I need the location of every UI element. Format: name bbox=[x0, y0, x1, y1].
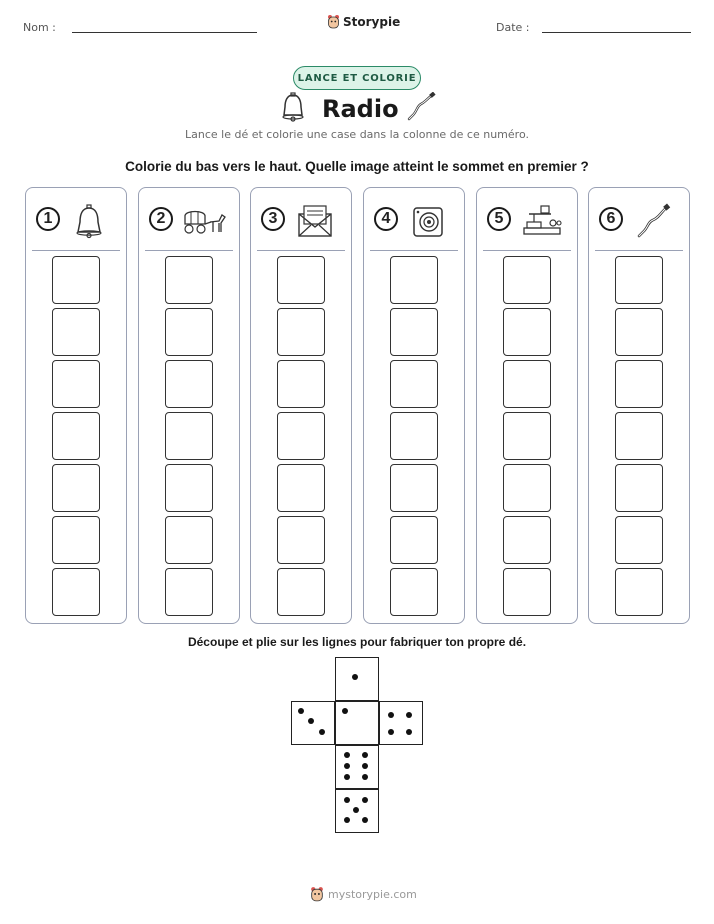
column-number: 3 bbox=[261, 207, 285, 231]
storypie-mascot-icon bbox=[327, 14, 340, 30]
color-cell[interactable] bbox=[165, 360, 213, 408]
date-line[interactable] bbox=[542, 32, 691, 33]
color-cell[interactable] bbox=[52, 360, 100, 408]
instruction: Colorie du bas vers le haut. Quelle image atteint le sommet en premier ? bbox=[125, 159, 589, 174]
speaker-icon bbox=[408, 202, 448, 240]
color-cell[interactable] bbox=[165, 256, 213, 304]
subtitle: Lance le dé et colorie une case dans la colonne de ce numéro. bbox=[185, 128, 529, 141]
column-number: 6 bbox=[599, 207, 623, 231]
color-cell[interactable] bbox=[615, 360, 663, 408]
die-pip bbox=[344, 774, 350, 780]
column-divider bbox=[483, 250, 571, 251]
color-cell[interactable] bbox=[503, 360, 551, 408]
color-cell[interactable] bbox=[277, 568, 325, 616]
color-cell[interactable] bbox=[503, 412, 551, 460]
die-pip bbox=[406, 712, 412, 718]
column-1 bbox=[25, 187, 127, 624]
die-pip bbox=[344, 763, 350, 769]
telegraph-icon bbox=[521, 202, 563, 240]
column-number: 4 bbox=[374, 207, 398, 231]
color-cell[interactable] bbox=[503, 256, 551, 304]
color-cell[interactable] bbox=[615, 464, 663, 512]
page-title: Radio bbox=[322, 95, 399, 123]
brand-name: Storypie bbox=[343, 15, 401, 29]
color-cell[interactable] bbox=[390, 360, 438, 408]
column-number: 2 bbox=[149, 207, 173, 231]
die-pip bbox=[388, 712, 394, 718]
brand-logo bbox=[327, 14, 400, 30]
die-pip bbox=[362, 774, 368, 780]
color-cell[interactable] bbox=[390, 412, 438, 460]
horse-wagon-icon bbox=[183, 202, 227, 240]
column-6 bbox=[588, 187, 690, 624]
column-5 bbox=[476, 187, 578, 624]
column-divider bbox=[595, 250, 683, 251]
die-pip bbox=[388, 729, 394, 735]
column-divider bbox=[257, 250, 345, 251]
die-pip bbox=[353, 807, 359, 813]
die-face-1-center bbox=[335, 701, 379, 745]
color-cell[interactable] bbox=[390, 516, 438, 564]
column-3 bbox=[250, 187, 352, 624]
color-cell[interactable] bbox=[503, 308, 551, 356]
name-label: Nom : bbox=[23, 21, 56, 34]
column-divider bbox=[370, 250, 458, 251]
color-cell[interactable] bbox=[615, 516, 663, 564]
color-cell[interactable] bbox=[52, 412, 100, 460]
die-pip bbox=[298, 708, 304, 714]
color-cell[interactable] bbox=[277, 256, 325, 304]
color-cell[interactable] bbox=[503, 568, 551, 616]
color-cell[interactable] bbox=[390, 256, 438, 304]
die-face-4 bbox=[379, 701, 423, 745]
die-pip bbox=[342, 708, 348, 714]
color-cell[interactable] bbox=[390, 568, 438, 616]
storypie-mascot-icon bbox=[310, 886, 324, 903]
cut-instruction: Découpe et plie sur les lignes pour fabriquer ton propre dé. bbox=[187, 635, 527, 649]
column-divider bbox=[32, 250, 120, 251]
date-label: Date : bbox=[496, 21, 530, 34]
footer-url[interactable]: mystorypie.com bbox=[328, 888, 417, 901]
die-pip bbox=[344, 817, 350, 823]
color-cell[interactable] bbox=[277, 464, 325, 512]
color-cell[interactable] bbox=[52, 464, 100, 512]
color-cell[interactable] bbox=[615, 412, 663, 460]
color-cell[interactable] bbox=[165, 308, 213, 356]
die-pip bbox=[319, 729, 325, 735]
die-pip bbox=[362, 752, 368, 758]
column-divider bbox=[145, 250, 233, 251]
color-cell[interactable] bbox=[52, 308, 100, 356]
color-cell[interactable] bbox=[165, 464, 213, 512]
envelope-icon bbox=[295, 202, 335, 240]
color-cell[interactable] bbox=[503, 516, 551, 564]
color-cell[interactable] bbox=[390, 464, 438, 512]
color-cell[interactable] bbox=[615, 256, 663, 304]
color-cell[interactable] bbox=[52, 256, 100, 304]
color-cell[interactable] bbox=[165, 412, 213, 460]
column-4 bbox=[363, 187, 465, 624]
die-face-3 bbox=[291, 701, 335, 745]
color-cell[interactable] bbox=[165, 516, 213, 564]
color-cell[interactable] bbox=[52, 568, 100, 616]
color-cell[interactable] bbox=[277, 516, 325, 564]
color-cell[interactable] bbox=[165, 568, 213, 616]
cable-icon bbox=[633, 202, 673, 240]
die-pip bbox=[406, 729, 412, 735]
die-pip bbox=[362, 817, 368, 823]
bell-icon bbox=[70, 202, 108, 240]
cable-icon bbox=[405, 92, 437, 122]
die-pip bbox=[308, 718, 314, 724]
color-cell[interactable] bbox=[277, 308, 325, 356]
color-cell[interactable] bbox=[277, 412, 325, 460]
footer bbox=[310, 886, 417, 903]
die-pip bbox=[362, 763, 368, 769]
color-cell[interactable] bbox=[390, 308, 438, 356]
column-number: 5 bbox=[487, 207, 511, 231]
die-pip bbox=[352, 674, 358, 680]
column-2 bbox=[138, 187, 240, 624]
name-line[interactable] bbox=[72, 32, 257, 33]
die-pip bbox=[344, 797, 350, 803]
activity-badge: LANCE ET COLORIE bbox=[293, 66, 421, 90]
color-cell[interactable] bbox=[52, 516, 100, 564]
color-cell[interactable] bbox=[503, 464, 551, 512]
color-cell[interactable] bbox=[615, 568, 663, 616]
die-pip bbox=[362, 797, 368, 803]
die-face-6 bbox=[335, 745, 379, 789]
die-pip bbox=[344, 752, 350, 758]
die-face-5 bbox=[335, 789, 379, 833]
bell-icon bbox=[280, 92, 306, 122]
column-number: 1 bbox=[36, 207, 60, 231]
color-cell[interactable] bbox=[277, 360, 325, 408]
color-cell[interactable] bbox=[615, 308, 663, 356]
die-face-1-top bbox=[335, 657, 379, 701]
